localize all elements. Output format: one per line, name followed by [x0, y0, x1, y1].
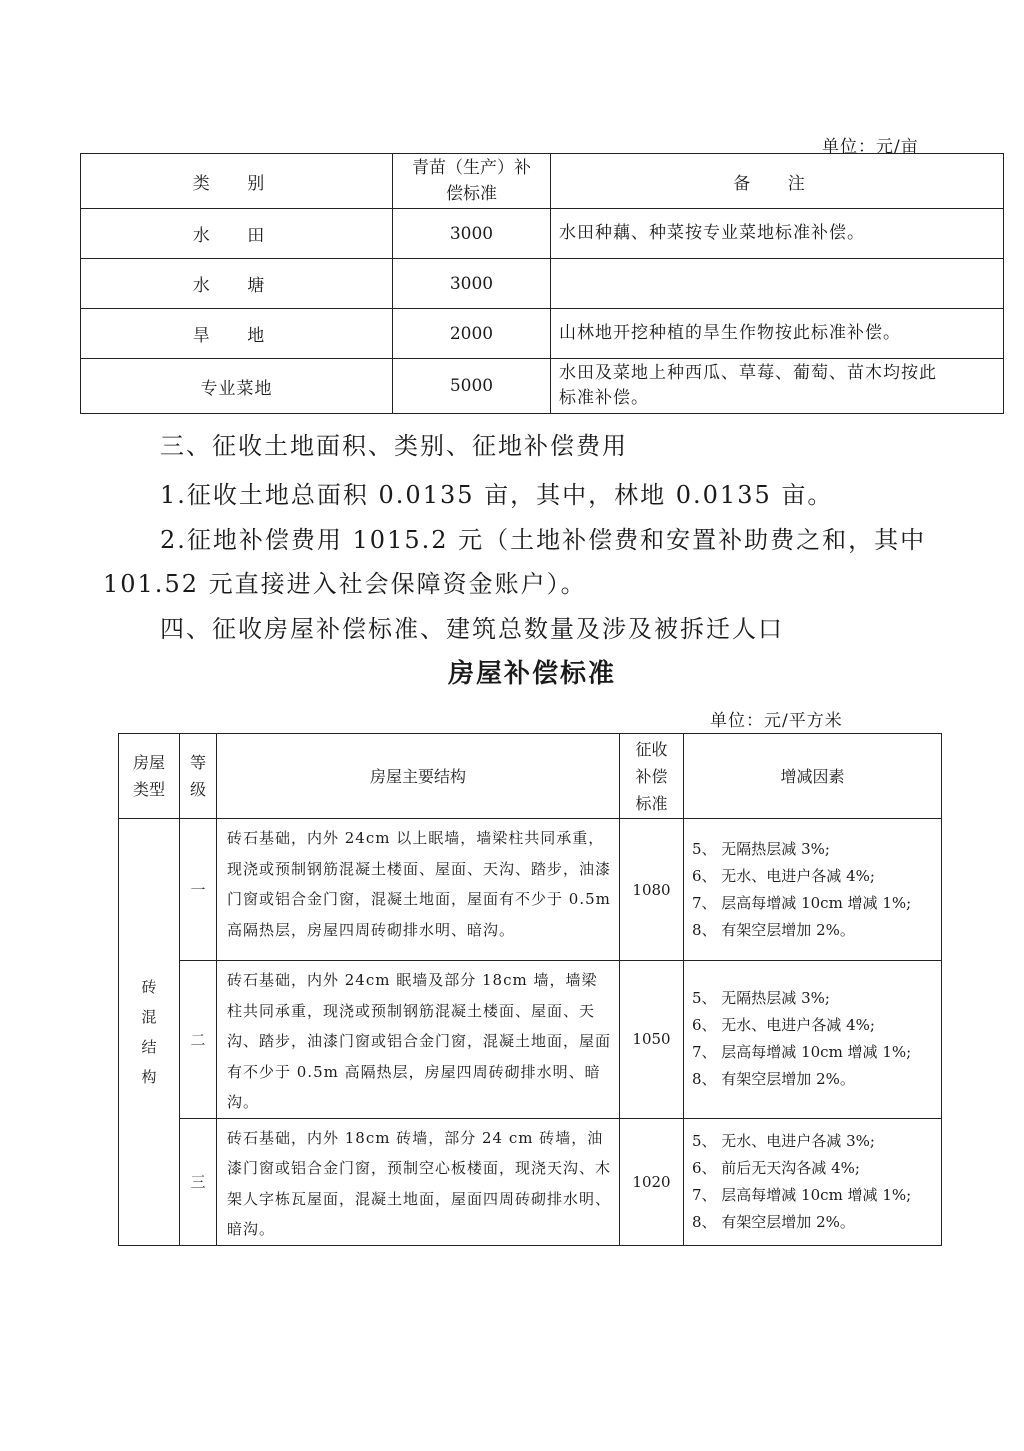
house-compensation-table: [118, 733, 942, 1246]
header-note: 备 注: [551, 154, 1004, 209]
structure-cell: 砖石基础，内外 24cm 以上眠墙，墙梁柱共同承重，现浇或预制钢筋混凝土楼面、屋面、天沟、踏步，油漆门窗或铝合金门窗，混凝土地面，屋面有不少于 0.5m 高隔热层，房屋四周砖砌排水明、暗沟。: [217, 819, 620, 961]
table-row: [81, 209, 1004, 259]
standard-cell: 1050: [620, 961, 684, 1119]
row-note: 水田种藕、种菜按专业菜地标准补偿。: [551, 209, 1004, 259]
unit-label: 单位：元/亩: [822, 137, 919, 157]
paragraph-item-2-line-1: 2.征地补偿费用 1015.2 元（土地补偿费和安置补助费之和，其中: [160, 526, 927, 554]
header-structure: 房屋主要结构: [217, 734, 620, 819]
table-row: [119, 961, 942, 1119]
table-row: [81, 309, 1004, 359]
section-heading-4: 四、征收房屋补偿标准、建筑总数量及涉及被拆迁人口: [160, 615, 784, 643]
house-type-char: 砖: [141, 977, 157, 996]
row-standard: 3000: [393, 209, 551, 259]
table-header-row: [119, 734, 942, 819]
header-category: 类 别: [81, 154, 393, 209]
row-category: 旱 地: [81, 309, 393, 359]
factors-cell: 5、 无隔热层减 3%; 6、 无水、电进户各减 4%; 7、 层高每增减 10cm 增减 1%; 8、 有架空层增加 2%。: [684, 961, 942, 1119]
row-category: 水 田: [81, 209, 393, 259]
table-row: [119, 819, 942, 961]
table-header-row: [81, 154, 1004, 209]
row-category: 水 塘: [81, 259, 393, 309]
row-note: [551, 259, 1004, 309]
table-row: [119, 1118, 942, 1245]
structure-cell: 砖石基础，内外 24cm 眠墙及部分 18cm 墙，墙梁柱共同承重，现浇或预制钢筋混凝土楼面、屋面、天沟、踏步，油漆门窗或铝合金门窗，混凝土地面，屋面有不少于 0.5m 高隔热层，房屋四周砖砌排水明、暗沟。: [217, 961, 620, 1119]
factors-cell: 5、 无隔热层减 3%; 6、 无水、电进户各减 4%; 7、 层高每增减 10cm 增减 1%; 8、 有架空层增加 2%。: [684, 819, 942, 961]
table-title: 房屋补偿标准: [447, 659, 616, 689]
house-type-char: 混: [141, 1007, 157, 1026]
row-standard: 5000: [393, 359, 551, 414]
house-type-cell: [119, 819, 180, 1246]
house-type-char: 构: [141, 1067, 157, 1086]
header-standard: 青苗（生产）补 偿标准: [393, 154, 551, 209]
row-note: 山林地开挖种植的旱生作物按此标准补偿。: [551, 309, 1004, 359]
header-standard: 征收 补偿 标准: [620, 734, 684, 819]
row-note: 水田及菜地上种西瓜、草莓、葡萄、苗木均按此 标准补偿。: [551, 359, 1004, 414]
paragraph-item-1: 1.征收土地总面积 0.0135 亩，其中，林地 0.0135 亩。: [160, 481, 834, 509]
table-row: [81, 259, 1004, 309]
table-row: [81, 359, 1004, 414]
header-house-type: 房屋 类型: [119, 734, 180, 819]
row-category: 专业菜地: [81, 359, 393, 414]
factors-cell: 5、 无水、电进户各减 3%; 6、 前后无天沟各减 4%; 7、 层高每增减 10cm 增减 1%; 8、 有架空层增加 2%。: [684, 1118, 942, 1245]
paragraph-item-2-line-2: 101.52 元直接进入社会保障资金账户）。: [103, 570, 587, 598]
row-standard: 3000: [393, 259, 551, 309]
header-grade: 等 级: [180, 734, 217, 819]
row-standard: 2000: [393, 309, 551, 359]
section-heading-3: 三、征收土地面积、类别、征地补偿费用: [160, 432, 628, 460]
grade-cell: 一: [180, 819, 217, 961]
crop-compensation-table: [80, 153, 1004, 414]
header-factors: 增减因素: [684, 734, 942, 819]
house-type-char: 结: [141, 1037, 157, 1056]
unit-label: 单位：元/平方米: [710, 711, 843, 731]
grade-cell: 二: [180, 961, 217, 1119]
structure-cell: 砖石基础，内外 18cm 砖墙，部分 24 cm 砖墙，油漆门窗或铝合金门窗，预制空心板楼面，现浇天沟、木架人字栋瓦屋面，混凝土地面，屋面四周砖砌排水明、暗沟。: [217, 1118, 620, 1245]
standard-cell: 1020: [620, 1118, 684, 1245]
grade-cell: 三: [180, 1118, 217, 1245]
standard-cell: 1080: [620, 819, 684, 961]
